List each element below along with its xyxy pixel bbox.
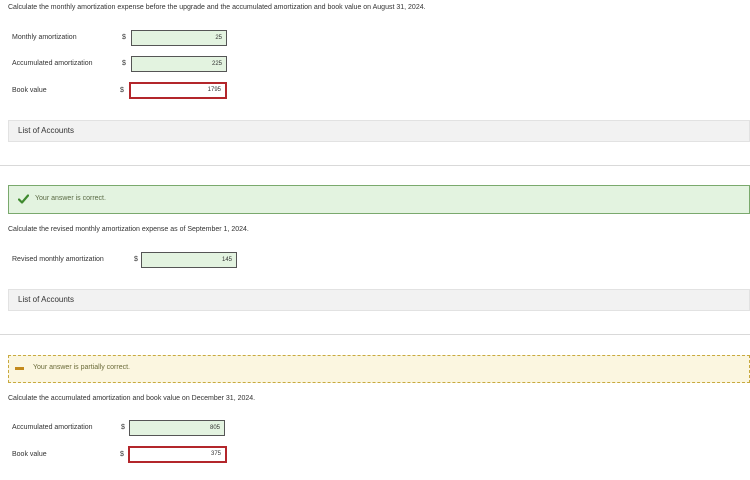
list-of-accounts-label: List of Accounts: [18, 295, 75, 304]
revised-monthly-amortization-currency: $: [134, 256, 138, 263]
book-value-dec-label: Book value: [12, 451, 47, 458]
accumulated-amortization-input[interactable]: 225: [131, 56, 227, 72]
accumulated-amortization-dec-label: Accumulated amortization: [12, 424, 93, 431]
book-value-currency: $: [120, 87, 124, 94]
list-of-accounts-panel[interactable]: [8, 120, 750, 142]
book-value-dec-input[interactable]: 375: [128, 446, 227, 463]
partial-mark-icon: [15, 367, 24, 370]
monthly-amortization-currency: $: [122, 34, 126, 41]
book-value-label: Book value: [12, 87, 47, 94]
accumulated-amortization-label: Accumulated amortization: [12, 60, 93, 67]
instruction-aug31: Calculate the monthly amortization expense before the upgrade and the accumulated amortization and book value on August 31, 2024.: [8, 4, 426, 11]
partial-feedback-text: Your answer is partially correct.: [33, 364, 131, 371]
revised-monthly-amortization-label: Revised monthly amortization: [12, 256, 104, 263]
section-divider: [0, 334, 750, 335]
accumulated-amortization-currency: $: [122, 60, 126, 67]
revised-monthly-amortization-input[interactable]: 145: [141, 252, 237, 268]
correct-feedback-banner: [8, 185, 750, 214]
section-divider: [0, 165, 750, 166]
accumulated-amortization-dec-currency: $: [121, 424, 125, 431]
list-of-accounts-label: List of Accounts: [18, 126, 75, 135]
instruction-dec31: Calculate the accumulated amortization and book value on December 31, 2024.: [8, 395, 256, 402]
correct-feedback-text: Your answer is correct.: [35, 195, 106, 202]
monthly-amortization-input[interactable]: 25: [131, 30, 227, 46]
book-value-dec-currency: $: [120, 451, 124, 458]
book-value-input[interactable]: 1795: [129, 82, 227, 99]
list-of-accounts-panel[interactable]: [8, 289, 750, 311]
partial-feedback-banner: [8, 355, 750, 383]
accumulated-amortization-dec-input[interactable]: 805: [129, 420, 225, 436]
monthly-amortization-label: Monthly amortization: [12, 34, 77, 41]
instruction-sep1: Calculate the revised monthly amortization expense as of September 1, 2024.: [8, 226, 249, 233]
check-icon: [18, 194, 29, 204]
